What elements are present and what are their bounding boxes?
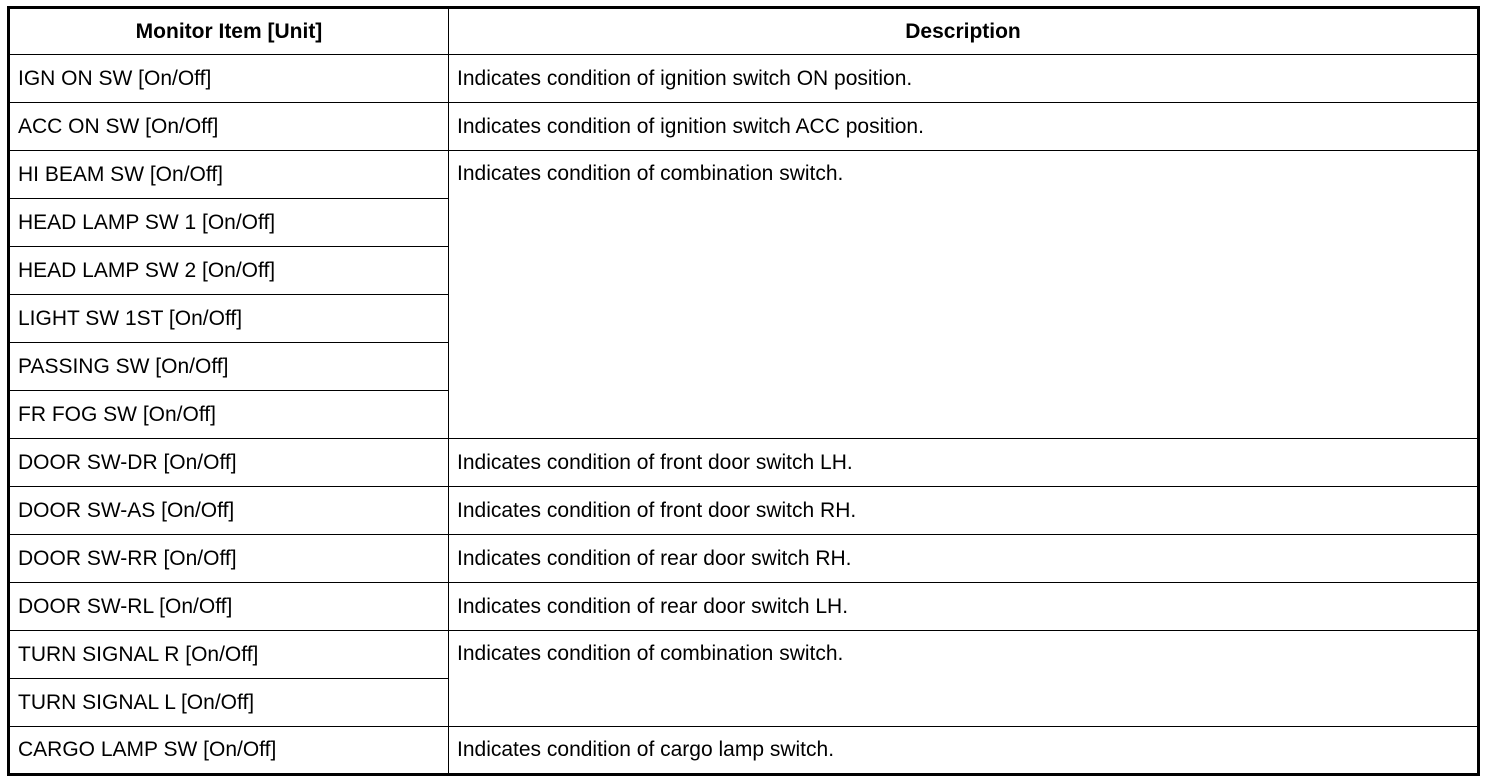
- table-header-row: [9, 8, 1479, 55]
- table-row: [9, 631, 1479, 679]
- description-cell: Indicates condition of ignition switch ACC position.: [449, 103, 1479, 151]
- table-row: [9, 583, 1479, 631]
- monitor-item-cell: PASSING SW [On/Off]: [9, 343, 449, 391]
- monitor-item-cell: HEAD LAMP SW 2 [On/Off]: [9, 247, 449, 295]
- table-row: [9, 727, 1479, 775]
- description-cell: Indicates condition of front door switch LH.: [449, 439, 1479, 487]
- monitor-item-cell: DOOR SW-RR [On/Off]: [9, 535, 449, 583]
- description-cell: Indicates condition of rear door switch RH.: [449, 535, 1479, 583]
- monitor-item-cell: DOOR SW-AS [On/Off]: [9, 487, 449, 535]
- description-cell: Indicates condition of front door switch RH.: [449, 487, 1479, 535]
- monitor-item-cell: CARGO LAMP SW [On/Off]: [9, 727, 449, 775]
- monitor-item-cell: ACC ON SW [On/Off]: [9, 103, 449, 151]
- monitor-item-cell: DOOR SW-DR [On/Off]: [9, 439, 449, 487]
- description-cell: Indicates condition of ignition switch ON position.: [449, 55, 1479, 103]
- monitor-item-cell: DOOR SW-RL [On/Off]: [9, 583, 449, 631]
- header-description: Description: [449, 8, 1479, 55]
- monitor-item-cell: HEAD LAMP SW 1 [On/Off]: [9, 199, 449, 247]
- monitor-item-cell: HI BEAM SW [On/Off]: [9, 151, 449, 199]
- monitor-item-cell: FR FOG SW [On/Off]: [9, 391, 449, 439]
- table-row: [9, 487, 1479, 535]
- description-cell: Indicates condition of combination switch.: [449, 631, 1479, 727]
- monitor-item-table: [7, 6, 1480, 776]
- description-cell: Indicates condition of cargo lamp switch.: [449, 727, 1479, 775]
- table-row: [9, 103, 1479, 151]
- monitor-item-cell: IGN ON SW [On/Off]: [9, 55, 449, 103]
- monitor-item-cell: TURN SIGNAL L [On/Off]: [9, 679, 449, 727]
- table-row: [9, 535, 1479, 583]
- monitor-item-cell: LIGHT SW 1ST [On/Off]: [9, 295, 449, 343]
- description-cell: Indicates condition of rear door switch LH.: [449, 583, 1479, 631]
- table-row: [9, 439, 1479, 487]
- table-row: [9, 55, 1479, 103]
- description-cell: Indicates condition of combination switch.: [449, 151, 1479, 439]
- table-row: [9, 151, 1479, 199]
- monitor-item-cell: TURN SIGNAL R [On/Off]: [9, 631, 449, 679]
- header-monitor-item: Monitor Item [Unit]: [9, 8, 449, 55]
